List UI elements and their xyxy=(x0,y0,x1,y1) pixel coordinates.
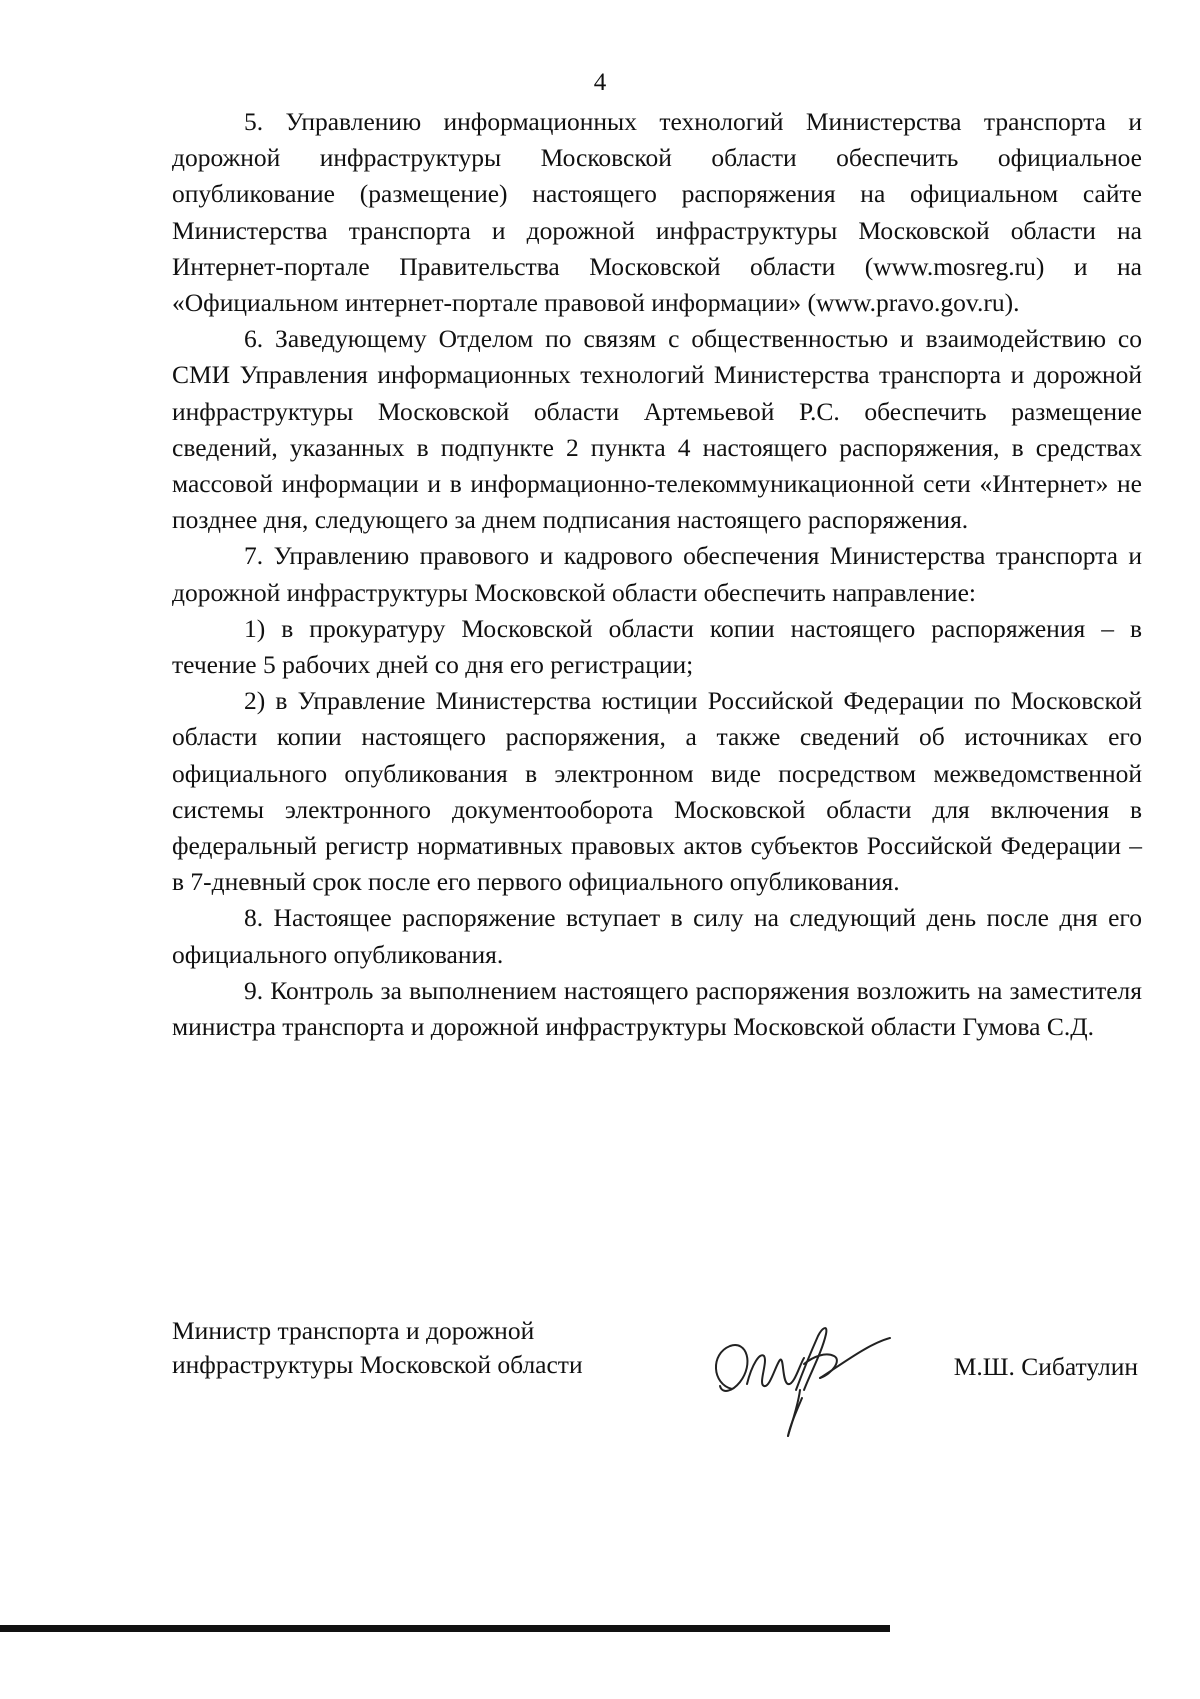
page-number: 4 xyxy=(593,69,607,96)
signature-block xyxy=(172,1314,1142,1454)
paragraph-8: 8. Настоящее распоряжение вступает в силу на следующий день после дня его официального опубликования. xyxy=(172,903,1142,969)
subparagraph-7-2: 2) в Управление Министерства юстиции Российской Федерации по Московской области копии настоящего распоряжения, а также сведений об источниках его официального опубликования в электронном виде посредством межведомственной системы электронного документооборота Московской области для включения в федеральный регистр нормативных правовых актов субъектов Российской Федерации – в 7-дневный срок после его первого официального опубликования. xyxy=(172,686,1142,897)
paragraph-7: 7. Управлению правового и кадрового обеспечения Министерства транспорта и дорожной инфраструктуры Московской области обеспечить направление: xyxy=(172,541,1142,607)
paragraph-5: 5. Управлению информационных технологий Министерства транспорта и дорожной инфраструктуры Московской области обеспечить официальное опубликование (размещение) настоящего распоряжения на официальном сайте Министерства транспорта и дорожной инфраструктуры Московской области на Интернет-портале Правительства Московской области (www.mosreg.ru) и на «Официальном интернет-портале правовой информации» (www.pravo.gov.ru). xyxy=(172,107,1142,318)
signatory-position xyxy=(172,1314,583,1382)
signatory-name: М.Ш. Сибатулин xyxy=(953,1352,1138,1381)
signatory-position-line-2: инфраструктуры Московской области xyxy=(172,1350,583,1379)
signatory-position-line-1: Министр транспорта и дорожной xyxy=(172,1316,535,1345)
handwritten-signature xyxy=(692,1294,892,1444)
paragraph-9: 9. Контроль за выполнением настоящего распоряжения возложить на заместителя министра транспорта и дорожной инфраструктуры Московской области Гумова С.Д. xyxy=(172,975,1142,1042)
subparagraph-7-1: 1) в прокуратуру Московской области копии настоящего распоряжения – в течение 5 рабочих дней со дня его регистрации; xyxy=(172,613,1142,680)
document-body xyxy=(172,104,1142,1045)
paragraph-6: 6. Заведующему Отделом по связям с общественностью и взаимодействию со СМИ Управления информационных технологий Министерства транспорта и дорожной инфраструктуры Московской области Артемьевой Р.С. обеспечить размещение сведений, указанных в подпункте 2 пункта 4 настоящего распоряжения, в средствах массовой информации и в информационно-телекоммуникационной сети «Интернет» не позднее дня, следующего за днем подписания настоящего распоряжения. xyxy=(172,324,1142,535)
scan-bottom-edge xyxy=(0,1625,890,1632)
